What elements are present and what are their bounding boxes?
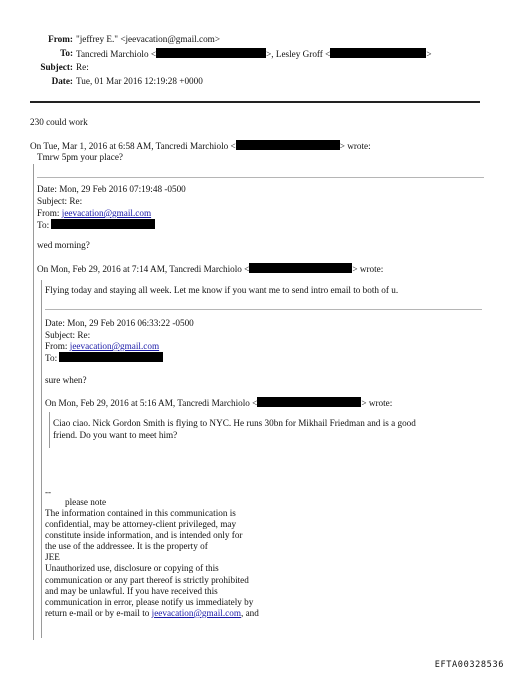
redaction-bar [257, 397, 361, 407]
msg2-text: wed morning? [37, 240, 90, 250]
signature-dashes: -- [45, 487, 52, 497]
disclaimer-line: The information contained in this communication is [45, 508, 236, 518]
disclaimer-line: JEE [45, 552, 60, 563]
attribution-text: On Mon, Feb 29, 2016 at 7:14 AM, Tancredi Marchiolo < [37, 264, 250, 274]
quote-bar-level-3 [49, 412, 50, 448]
to-recipient-2-name: >, Lesley Groff < [266, 49, 331, 59]
disclaimer-line: communication in error, please notify us immediately by [45, 596, 254, 607]
redaction-bar [236, 140, 340, 150]
message-separator [45, 309, 482, 310]
attribution-text: On Tue, Mar 1, 2016 at 6:58 AM, Tancredi Marchiolo < [30, 141, 236, 151]
disclaimer-line: communication or any part thereof is strictly prohibited [45, 574, 249, 585]
quote-text-2: Flying today and staying all week. Let me know if you want me to send intro email to both of u. [45, 285, 399, 295]
attribution-suffix: > wrote: [339, 141, 371, 151]
disclaimer-line: the use of the addressee. It is the property of [45, 541, 208, 552]
msg2-from [37, 208, 151, 219]
disclaimer-line: and may be unlawful. If you have received this [45, 585, 218, 596]
subject-value: Re: [76, 62, 89, 72]
attribution-suffix: > wrote: [361, 398, 393, 408]
disclaimer-text: , and [240, 607, 259, 618]
quote-attribution-3 [45, 397, 392, 409]
disclaimer-text: return e-mail or by e-mail to [45, 607, 152, 618]
msg3-date: Date: Mon, 29 Feb 2016 06:33:22 -0500 [45, 318, 194, 328]
msg2-date: Date: Mon, 29 Feb 2016 07:19:48 -0500 [37, 184, 186, 194]
quote-bar-level-2 [41, 280, 42, 638]
quote-text-3-line-1: Ciao ciao. Nick Gordon Smith is flying to NYC. He runs 30bn for Mikhail Friedman and is a good [53, 418, 416, 428]
to-label: To: [37, 220, 52, 230]
quote-text-3-line-2: friend. Do you want to meet him? [53, 430, 178, 440]
signature-disclaimer [45, 508, 259, 619]
email-link[interactable]: jeevacation@gmail.com [69, 341, 160, 351]
from-value: "jeffrey E." <jeevacation@gmail.com> [76, 34, 221, 44]
msg2-subject: Subject: Re: [37, 196, 83, 206]
to-value [76, 48, 432, 60]
redaction-bar [156, 48, 266, 58]
quote-attribution-1 [30, 140, 371, 152]
from-label: From: [48, 34, 73, 44]
signature-note: please note [65, 497, 107, 507]
header-to-row [0, 48, 480, 59]
document-id: EFTA00328536 [434, 660, 504, 670]
message-separator [37, 177, 484, 178]
redaction-bar [249, 263, 352, 273]
to-suffix: > [426, 49, 432, 59]
from-label: From: [45, 341, 70, 351]
quote-bar-level-1 [33, 164, 34, 640]
date-value: Tue, 01 Mar 2016 12:19:28 +0000 [76, 76, 203, 86]
to-label: To: [60, 48, 73, 58]
msg3-from [45, 341, 159, 352]
disclaimer-line: Unauthorized use, disclosure or copying of this [45, 563, 219, 574]
header-date-row [0, 76, 480, 87]
msg3-to [45, 352, 163, 364]
date-label: Date: [51, 76, 73, 86]
attribution-text: On Mon, Feb 29, 2016 at 5:16 AM, Tancredi Marchiolo < [45, 398, 258, 408]
from-label: From: [37, 208, 62, 218]
disclaimer-line: confidential, may be attorney-client privileged, may [45, 519, 237, 530]
email-link[interactable]: jeevacation@gmail.com [61, 208, 152, 218]
to-recipient-1-name: Tancredi Marchiolo < [76, 49, 157, 59]
redaction-bar [51, 219, 155, 229]
msg2-to [37, 219, 155, 231]
msg3-subject: Subject: Re: [45, 330, 91, 340]
header-subject-row [0, 62, 480, 73]
quote-attribution-2 [37, 263, 383, 275]
email-link[interactable]: jeevacation@gmail.com [151, 607, 241, 618]
header-divider [30, 101, 480, 103]
email-header [0, 0, 480, 100]
redaction-bar [330, 48, 426, 58]
to-label: To: [45, 353, 60, 363]
quote-text-1: Tmrw 5pm your place? [37, 152, 123, 162]
subject-label: Subject: [40, 62, 73, 72]
redaction-bar [59, 352, 163, 362]
msg3-text: sure when? [45, 375, 87, 385]
header-from-row [0, 34, 480, 45]
reply-text: 230 could work [30, 117, 88, 127]
disclaimer-line: constitute inside information, and is intended only for [45, 530, 243, 541]
disclaimer-last-line [45, 608, 259, 619]
attribution-suffix: > wrote: [352, 264, 384, 274]
